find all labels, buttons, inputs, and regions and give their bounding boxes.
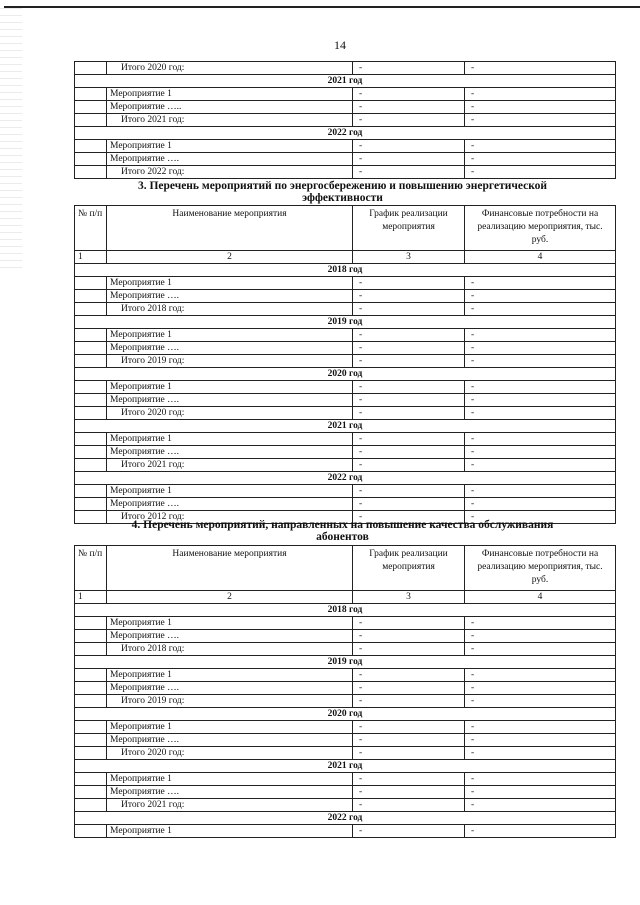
total-row <box>75 643 616 656</box>
finance-cell: - <box>465 88 616 101</box>
schedule-cell: - <box>353 721 465 734</box>
num-cell <box>75 290 107 303</box>
num-cell <box>75 446 107 459</box>
table-row <box>75 721 616 734</box>
header-finance: Финансовые потребности на реализацию мероприятия, тыс. руб. <box>465 546 616 591</box>
finance-cell: - <box>465 446 616 459</box>
table-row <box>75 433 616 446</box>
year-label: 2021 год <box>75 75 616 88</box>
year-group-row <box>75 472 616 485</box>
finance-cell: - <box>465 695 616 708</box>
table-row <box>75 825 616 838</box>
table-row <box>75 485 616 498</box>
finance-cell: - <box>465 355 616 368</box>
finance-cell: - <box>465 630 616 643</box>
total-label: Итого 2021 год: <box>107 459 353 472</box>
schedule-cell: - <box>353 747 465 760</box>
total-label: Итого 2019 год: <box>107 695 353 708</box>
finance-cell: - <box>465 643 616 656</box>
total-row <box>75 799 616 812</box>
measure-name: Мероприятие …. <box>107 153 353 166</box>
finance-cell: - <box>465 166 616 179</box>
header-schedule: График реализации мероприятия <box>353 546 465 591</box>
year-group-row <box>75 75 616 88</box>
measure-name: Мероприятие 1 <box>107 277 353 290</box>
column-number: 4 <box>465 591 616 604</box>
schedule-cell: - <box>353 825 465 838</box>
finance-cell: - <box>465 303 616 316</box>
schedule-cell: - <box>353 342 465 355</box>
continuation-table-body <box>75 62 616 179</box>
schedule-cell: - <box>353 303 465 316</box>
schedule-cell: - <box>353 511 465 524</box>
total-label: Итого 2020 год: <box>107 62 353 75</box>
measure-name: Мероприятие 1 <box>107 140 353 153</box>
year-label: 2018 год <box>75 604 616 617</box>
column-number: 3 <box>353 591 465 604</box>
table-row <box>75 669 616 682</box>
finance-cell: - <box>465 394 616 407</box>
schedule-cell: - <box>353 799 465 812</box>
column-number: 3 <box>353 251 465 264</box>
finance-cell: - <box>465 799 616 812</box>
header-finance: Финансовые потребности на реализацию мероприятия, тыс. руб. <box>465 206 616 251</box>
measure-name: Мероприятие 1 <box>107 617 353 630</box>
measure-name: Мероприятие ….. <box>107 101 353 114</box>
num-cell <box>75 825 107 838</box>
num-cell <box>75 630 107 643</box>
schedule-cell: - <box>353 114 465 127</box>
finance-cell: - <box>465 734 616 747</box>
num-cell <box>75 88 107 101</box>
year-label: 2021 год <box>75 420 616 433</box>
schedule-cell: - <box>353 617 465 630</box>
schedule-cell: - <box>353 355 465 368</box>
table-row <box>75 153 616 166</box>
section4-title-line1: 4. Перечень мероприятий, направленных на повышение качества обслуживания <box>131 519 554 531</box>
section3-title-line2: эффективности <box>302 192 383 204</box>
table-row <box>75 617 616 630</box>
num-cell <box>75 734 107 747</box>
num-cell <box>75 329 107 342</box>
num-cell <box>75 617 107 630</box>
year-group-row <box>75 316 616 329</box>
finance-cell: - <box>465 669 616 682</box>
year-label: 2020 год <box>75 708 616 721</box>
num-cell <box>75 485 107 498</box>
section3-title-line1: 3. Перечень мероприятий по энергосбережению и повышению энергетической <box>137 180 548 192</box>
num-cell <box>75 101 107 114</box>
table-row <box>75 498 616 511</box>
schedule-cell: - <box>353 407 465 420</box>
total-label: Итого 2020 год: <box>107 407 353 420</box>
total-row <box>75 747 616 760</box>
schedule-cell: - <box>353 786 465 799</box>
table-row <box>75 786 616 799</box>
table-row <box>75 101 616 114</box>
year-label: 2018 год <box>75 264 616 277</box>
schedule-cell: - <box>353 433 465 446</box>
total-row <box>75 62 616 75</box>
finance-cell: - <box>465 277 616 290</box>
year-group-row <box>75 368 616 381</box>
finance-cell: - <box>465 617 616 630</box>
schedule-cell: - <box>353 381 465 394</box>
finance-cell: - <box>465 682 616 695</box>
finance-cell: - <box>465 140 616 153</box>
finance-cell: - <box>465 786 616 799</box>
num-cell <box>75 153 107 166</box>
num-cell <box>75 62 107 75</box>
finance-cell: - <box>465 114 616 127</box>
schedule-cell: - <box>353 153 465 166</box>
measure-name: Мероприятие …. <box>107 394 353 407</box>
num-cell <box>75 773 107 786</box>
total-label: Итого 2018 год: <box>107 643 353 656</box>
table-row <box>75 446 616 459</box>
schedule-cell: - <box>353 682 465 695</box>
num-cell <box>75 498 107 511</box>
num-cell <box>75 747 107 760</box>
section4-table-body <box>75 604 616 838</box>
schedule-cell: - <box>353 459 465 472</box>
year-group-row <box>75 127 616 140</box>
schedule-cell: - <box>353 329 465 342</box>
schedule-cell: - <box>353 695 465 708</box>
schedule-cell: - <box>353 630 465 643</box>
measure-name: Мероприятие …. <box>107 290 353 303</box>
year-label: 2020 год <box>75 368 616 381</box>
measure-name: Мероприятие 1 <box>107 721 353 734</box>
schedule-cell: - <box>353 166 465 179</box>
num-cell <box>75 799 107 812</box>
finance-cell: - <box>465 721 616 734</box>
num-cell <box>75 166 107 179</box>
num-cell <box>75 114 107 127</box>
header-num: № п/п <box>75 546 107 591</box>
year-group-row <box>75 264 616 277</box>
measure-name: Мероприятие 1 <box>107 825 353 838</box>
year-label: 2021 год <box>75 760 616 773</box>
year-group-row <box>75 656 616 669</box>
num-cell <box>75 303 107 316</box>
schedule-cell: - <box>353 669 465 682</box>
schedule-cell: - <box>353 101 465 114</box>
year-group-row <box>75 708 616 721</box>
year-group-row <box>75 760 616 773</box>
schedule-cell: - <box>353 643 465 656</box>
table-row <box>75 773 616 786</box>
year-label: 2022 год <box>75 812 616 825</box>
measure-name: Мероприятие …. <box>107 786 353 799</box>
total-row <box>75 114 616 127</box>
table-row <box>75 394 616 407</box>
header-schedule: График реализации мероприятия <box>353 206 465 251</box>
total-label: Итого 2021 год: <box>107 799 353 812</box>
year-group-row <box>75 812 616 825</box>
finance-cell: - <box>465 290 616 303</box>
schedule-cell: - <box>353 290 465 303</box>
header-name: Наименование мероприятия <box>107 206 353 251</box>
section4-title-line2: абонентов <box>316 531 369 543</box>
year-group-row <box>75 420 616 433</box>
table-row <box>75 329 616 342</box>
table-row <box>75 342 616 355</box>
column-number: 2 <box>107 591 353 604</box>
num-cell <box>75 695 107 708</box>
total-label: Итого 2020 год: <box>107 747 353 760</box>
schedule-cell: - <box>353 88 465 101</box>
column-number-row <box>75 251 616 264</box>
finance-cell: - <box>465 498 616 511</box>
table-row <box>75 734 616 747</box>
total-row <box>75 303 616 316</box>
measure-name: Мероприятие 1 <box>107 381 353 394</box>
year-label: 2019 год <box>75 656 616 669</box>
table-row <box>75 682 616 695</box>
num-cell <box>75 643 107 656</box>
num-cell <box>75 342 107 355</box>
year-group-row <box>75 604 616 617</box>
finance-cell: - <box>465 101 616 114</box>
num-cell <box>75 682 107 695</box>
total-label: Итого 2012 год: <box>107 511 353 524</box>
measure-name: Мероприятие 1 <box>107 669 353 682</box>
schedule-cell: - <box>353 394 465 407</box>
table-row <box>75 277 616 290</box>
num-cell <box>75 669 107 682</box>
finance-cell: - <box>465 747 616 760</box>
table-row <box>75 290 616 303</box>
schedule-cell: - <box>353 446 465 459</box>
column-number: 2 <box>107 251 353 264</box>
num-cell <box>75 277 107 290</box>
total-row <box>75 459 616 472</box>
section3-table-body <box>75 264 616 524</box>
measure-name: Мероприятие 1 <box>107 485 353 498</box>
continuation-table <box>74 61 616 179</box>
measure-name: Мероприятие 1 <box>107 88 353 101</box>
table-row <box>75 88 616 101</box>
total-row <box>75 695 616 708</box>
finance-cell: - <box>465 329 616 342</box>
measure-name: Мероприятие 1 <box>107 329 353 342</box>
column-number: 4 <box>465 251 616 264</box>
header-num: № п/п <box>75 206 107 251</box>
year-label: 2019 год <box>75 316 616 329</box>
finance-cell: - <box>465 485 616 498</box>
num-cell <box>75 381 107 394</box>
section4-title <box>70 519 615 543</box>
column-number: 1 <box>75 251 107 264</box>
measure-name: Мероприятие …. <box>107 498 353 511</box>
schedule-cell: - <box>353 773 465 786</box>
measure-name: Мероприятие …. <box>107 682 353 695</box>
total-row <box>75 407 616 420</box>
num-cell <box>75 786 107 799</box>
finance-cell: - <box>465 62 616 75</box>
table-row <box>75 140 616 153</box>
finance-cell: - <box>465 153 616 166</box>
num-cell <box>75 459 107 472</box>
measure-name: Мероприятие 1 <box>107 773 353 786</box>
year-label: 2022 год <box>75 472 616 485</box>
finance-cell: - <box>465 773 616 786</box>
total-label: Итого 2018 год: <box>107 303 353 316</box>
finance-cell: - <box>465 433 616 446</box>
total-row <box>75 355 616 368</box>
top-border-line <box>4 6 640 8</box>
schedule-cell: - <box>353 734 465 747</box>
total-label: Итого 2022 год: <box>107 166 353 179</box>
measure-name: Мероприятие …. <box>107 342 353 355</box>
finance-cell: - <box>465 407 616 420</box>
total-row <box>75 166 616 179</box>
total-label: Итого 2021 год: <box>107 114 353 127</box>
column-number: 1 <box>75 591 107 604</box>
finance-cell: - <box>465 459 616 472</box>
schedule-cell: - <box>353 485 465 498</box>
total-label: Итого 2019 год: <box>107 355 353 368</box>
table-row <box>75 630 616 643</box>
finance-cell: - <box>465 342 616 355</box>
num-cell <box>75 394 107 407</box>
measure-name: Мероприятие …. <box>107 734 353 747</box>
schedule-cell: - <box>353 62 465 75</box>
table-row <box>75 381 616 394</box>
page-number: 14 <box>334 38 346 52</box>
column-number-row <box>75 591 616 604</box>
section3-table <box>74 205 616 524</box>
num-cell <box>75 407 107 420</box>
table-header-row <box>75 546 616 591</box>
finance-cell: - <box>465 381 616 394</box>
finance-cell: - <box>465 825 616 838</box>
measure-name: Мероприятие …. <box>107 630 353 643</box>
schedule-cell: - <box>353 498 465 511</box>
schedule-cell: - <box>353 277 465 290</box>
num-cell <box>75 721 107 734</box>
section4-table <box>74 545 616 838</box>
section3-title <box>70 180 615 204</box>
schedule-cell: - <box>353 140 465 153</box>
measure-name: Мероприятие …. <box>107 446 353 459</box>
measure-name: Мероприятие 1 <box>107 433 353 446</box>
header-name: Наименование мероприятия <box>107 546 353 591</box>
finance-cell: - <box>465 511 616 524</box>
num-cell <box>75 140 107 153</box>
table-header-row <box>75 206 616 251</box>
year-label: 2022 год <box>75 127 616 140</box>
num-cell <box>75 355 107 368</box>
num-cell <box>75 433 107 446</box>
